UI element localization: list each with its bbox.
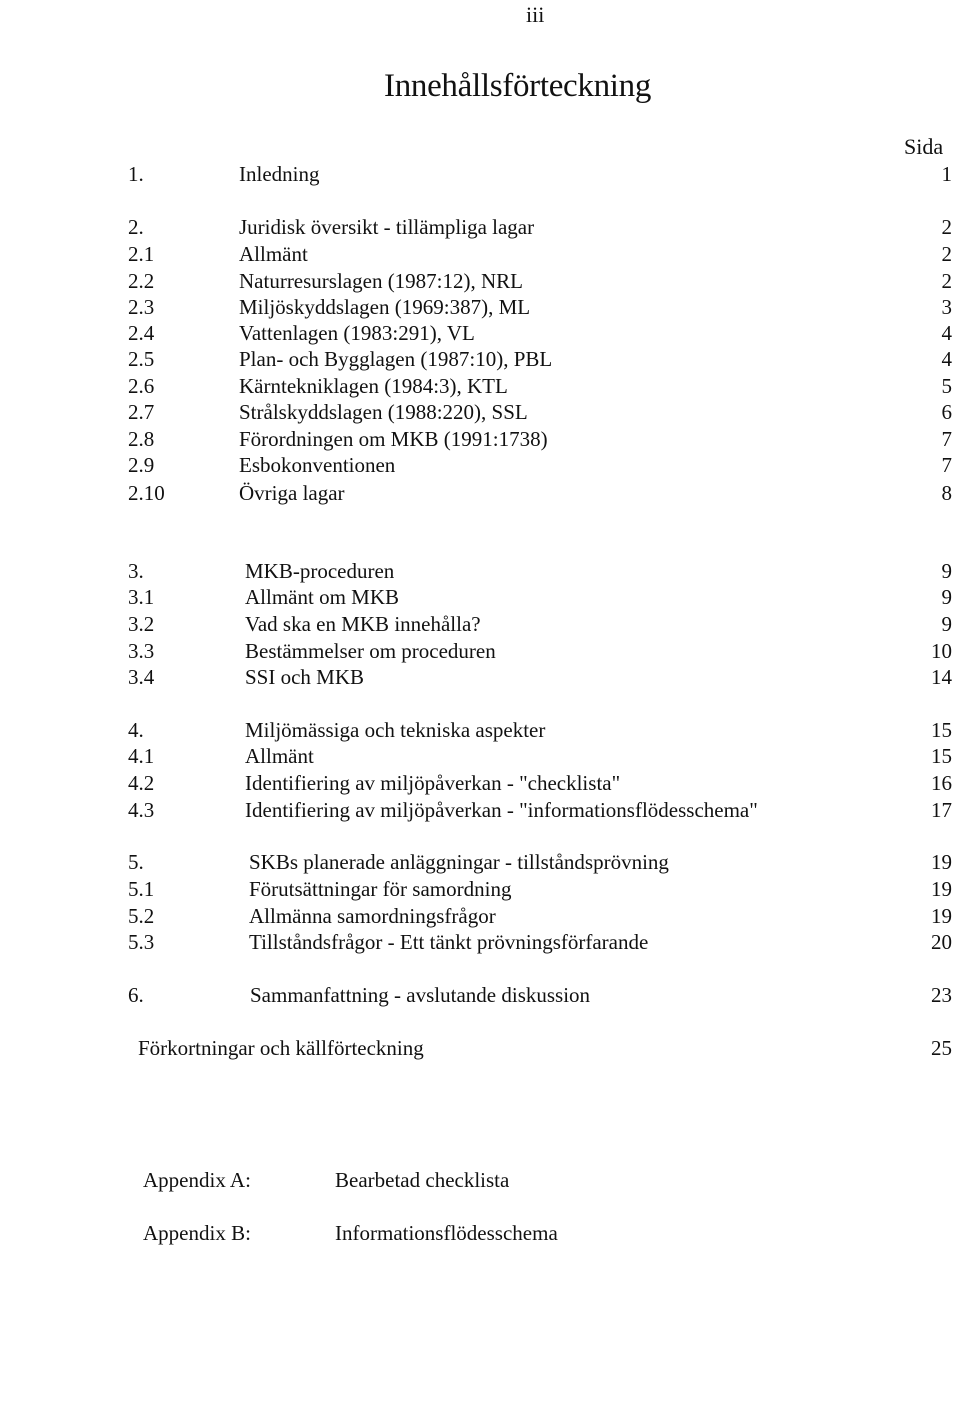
toc-title: Sammanfattning - avslutande diskussion [250, 983, 591, 1007]
toc-number: 4.1 [128, 744, 155, 768]
toc-title: Plan- och Bygglagen (1987:10), PBL [239, 347, 553, 371]
toc-section [0, 876, 960, 902]
toc-section [0, 452, 960, 478]
toc-chapter-3 [0, 558, 960, 584]
toc-title: Vattenlagen (1983:291), VL [239, 321, 475, 345]
toc-section [0, 399, 960, 425]
toc-title: Miljömässiga och tekniska aspekter [245, 718, 546, 742]
appendix-title: Bearbetad checklista [335, 1168, 510, 1192]
toc-number: 2.5 [128, 347, 155, 371]
toc-section [0, 241, 960, 267]
toc-title: Bestämmelser om proceduren [245, 639, 496, 663]
toc-title: Tillståndsfrågor - Ett tänkt prövningsförfarande [249, 930, 649, 954]
appendix-a [0, 1168, 960, 1196]
toc-title: Förordningen om MKB (1991:1738) [239, 427, 548, 451]
toc-number: 1. [128, 162, 144, 186]
toc-section [0, 320, 960, 346]
toc-page: 15 [931, 718, 952, 742]
toc-title: Strålskyddslagen (1988:220), SSL [239, 400, 528, 424]
toc-page: 1 [941, 162, 952, 186]
page-number: iii [526, 2, 545, 27]
toc-page: 10 [931, 639, 952, 663]
toc-section [0, 426, 960, 452]
toc-section [0, 373, 960, 399]
toc-chapter-2 [0, 214, 960, 240]
toc-section [0, 346, 960, 372]
toc-page: 7 [941, 427, 952, 451]
toc-page: 9 [941, 585, 952, 609]
toc-section [0, 903, 960, 929]
toc-page: 14 [931, 665, 952, 689]
toc-number: 2.3 [128, 295, 155, 319]
toc-title: Förutsättningar för samordning [249, 877, 512, 901]
toc-page: 20 [931, 930, 952, 954]
toc-section [0, 611, 960, 637]
toc-title: Allmänt [245, 744, 314, 768]
toc-section [0, 294, 960, 320]
toc-number: 2.4 [128, 321, 155, 345]
appendix-label: Appendix A: [143, 1168, 251, 1192]
toc-number: 2.1 [128, 242, 155, 266]
toc-number: 3. [128, 559, 144, 583]
toc-chapter-1 [0, 161, 960, 187]
toc-title: Allmänt [239, 242, 308, 266]
toc-section [0, 584, 960, 610]
page-column-header: Sida [904, 134, 944, 159]
toc-number: 3.4 [128, 665, 155, 689]
toc-title: Identifiering av miljöpåverkan - "informationsflödesschema" [245, 798, 758, 822]
toc-number: 2.6 [128, 374, 155, 398]
toc-number: 5.3 [128, 930, 155, 954]
toc-chapter-4 [0, 717, 960, 743]
toc-title: Identifiering av miljöpåverkan - "checklista" [245, 771, 621, 795]
toc-number: 3.1 [128, 585, 155, 609]
toc-title: SKBs planerade anläggningar - tillståndsprövning [249, 850, 669, 874]
toc-page: 9 [941, 612, 952, 636]
toc-number: 6. [128, 983, 144, 1007]
toc-number: 5.2 [128, 904, 155, 928]
toc-page: 3 [941, 295, 952, 319]
toc-title: Miljöskyddslagen (1969:387), ML [239, 295, 531, 319]
toc-number: 4. [128, 718, 144, 742]
toc-number: 3.2 [128, 612, 155, 636]
page-title: Innehållsförteckning [384, 68, 652, 104]
appendix-b [0, 1221, 960, 1249]
toc-section [0, 743, 960, 769]
toc-page: 4 [941, 321, 952, 345]
toc-page: 17 [931, 798, 952, 822]
toc-title: MKB-proceduren [245, 559, 395, 583]
toc-page: 4 [941, 347, 952, 371]
toc-section [0, 480, 960, 506]
toc-page: 25 [931, 1036, 952, 1060]
toc-title: Kärntekniklagen (1984:3), KTL [239, 374, 508, 398]
toc-number: 2. [128, 215, 144, 239]
toc-number: 4.3 [128, 798, 155, 822]
toc-references [0, 1035, 960, 1061]
toc-page: 19 [931, 877, 952, 901]
toc-number: 2.8 [128, 427, 155, 451]
toc-title: Övriga lagar [239, 481, 345, 505]
toc-chapter-5 [0, 849, 960, 875]
toc-page: 8 [941, 481, 952, 505]
toc-section [0, 797, 960, 823]
toc-page: 19 [931, 904, 952, 928]
toc-page: 5 [941, 374, 952, 398]
toc-section [0, 929, 960, 955]
toc-title: Vad ska en MKB innehålla? [245, 612, 481, 636]
toc-page: 23 [931, 983, 952, 1007]
toc-number: 4.2 [128, 771, 155, 795]
toc-title: Inledning [239, 162, 320, 186]
toc-page: 19 [931, 850, 952, 874]
toc-title: SSI och MKB [245, 665, 365, 689]
toc-section [0, 770, 960, 796]
toc-number: 2.2 [128, 269, 155, 293]
toc-section [0, 268, 960, 294]
toc-number: 5.1 [128, 877, 155, 901]
toc-number: 2.10 [128, 481, 165, 505]
appendix-title: Informationsflödesschema [335, 1221, 558, 1245]
appendix-label: Appendix B: [143, 1221, 251, 1245]
toc-title: Esbokonventionen [239, 453, 396, 477]
toc-title: Allmänt om MKB [245, 585, 400, 609]
toc-title: Juridisk översikt - tillämpliga lagar [239, 215, 535, 239]
toc-page: 7 [941, 453, 952, 477]
toc-number: 2.9 [128, 453, 155, 477]
toc-page: 2 [941, 269, 952, 293]
toc-section [0, 664, 960, 690]
toc-title: Naturresurslagen (1987:12), NRL [239, 269, 524, 293]
toc-page: 15 [931, 744, 952, 768]
toc-chapter-6 [0, 982, 960, 1008]
toc-page: 6 [941, 400, 952, 424]
toc-title: Förkortningar och källförteckning [138, 1036, 424, 1060]
toc-page: 16 [931, 771, 952, 795]
toc-page: 9 [941, 559, 952, 583]
toc-page: 2 [941, 242, 952, 266]
toc-number: 5. [128, 850, 144, 874]
toc-page: 2 [941, 215, 952, 239]
toc-section [0, 638, 960, 664]
toc-number: 2.7 [128, 400, 155, 424]
toc-number: 3.3 [128, 639, 155, 663]
toc-title: Allmänna samordningsfrågor [249, 904, 496, 928]
